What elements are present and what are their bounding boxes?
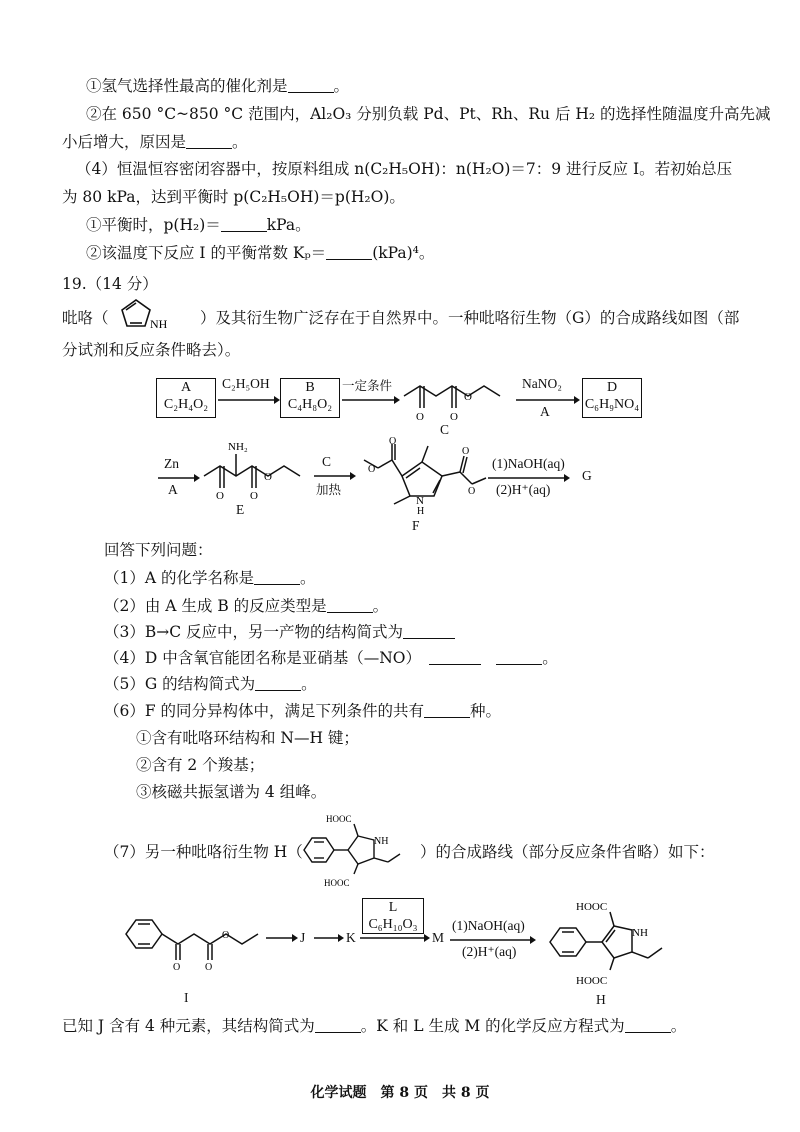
arrow-ab — [216, 396, 280, 406]
label-M: M — [432, 930, 445, 945]
reagent-de-bottom: A — [168, 482, 178, 497]
answer-blank[interactable] — [254, 569, 300, 585]
compound-C-structure — [400, 378, 510, 424]
label-K: K — [346, 930, 356, 945]
answer-blank[interactable] — [424, 702, 470, 718]
q3-sub2-line1: ②在 650 °C~850 °C 范围内，Al₂O₃ 分别负载 Pd、Pt、Rh、Ru 后 H₂ 的选择性随温度升高先减 — [86, 105, 771, 123]
H-inline-nh: NH — [374, 836, 389, 847]
condition-2: ②含有 2 个羧基； — [136, 756, 265, 774]
svg-text:O: O — [205, 962, 213, 973]
arrow-bc — [340, 396, 400, 406]
page-footer: 化学试题 第 8 页 共 8 页 — [310, 1085, 490, 1101]
svg-text:O: O — [468, 486, 476, 497]
svg-text:O: O — [450, 411, 458, 423]
svg-text:O: O — [173, 962, 181, 973]
final-question: 已知 J 含有 4 种元素，其结构简式为 。K 和 L 生成 M 的化学反应方程式为 。 — [62, 1017, 687, 1035]
reagent-cd-top: NaNO₂ — [522, 376, 562, 391]
label-E: E — [236, 502, 245, 517]
reagent-ab: C₂H₅OH — [222, 376, 270, 391]
H-hooc-top: HOOC — [576, 901, 608, 913]
question-5: （5）G 的结构简式为 。 — [104, 675, 317, 693]
H-hooc-bottom: HOOC — [576, 975, 608, 987]
reagent-ef-bottom: 加热 — [316, 483, 342, 497]
answer-blank[interactable] — [625, 1017, 671, 1033]
pyrrole-structure — [112, 296, 192, 332]
question-7-b: ）的合成路线（部分反应条件省略）如下： — [420, 843, 715, 861]
F-h-label: H — [417, 506, 425, 517]
intro-line2: 分试剂和反应条件略去）。 — [62, 341, 241, 359]
question-4: （4）D 中含氧官能团名称是亚硝基（—NO） 。 — [104, 649, 558, 667]
reagent-ef-top: C — [322, 454, 332, 469]
svg-text:O: O — [389, 436, 397, 447]
compound-box-B: B C₄H₈O₂ — [280, 378, 340, 418]
svg-text:O: O — [222, 930, 230, 941]
label-I: I — [184, 990, 189, 1005]
answer-blank[interactable] — [315, 1017, 361, 1033]
reagent-bc: 一定条件 — [342, 379, 393, 393]
label-F: F — [412, 518, 420, 533]
svg-text:O: O — [264, 471, 272, 483]
compound-H-structure — [540, 898, 690, 990]
reagent-de-top: Zn — [164, 456, 179, 471]
question-3: （3）B→C 反应中，另一产物的结构简式为 — [104, 622, 455, 642]
q4-line2: 为 80 kPa，达到平衡时 p(C₂H₅OH)＝p(H₂O)。 — [62, 188, 405, 206]
arrow-jk — [312, 934, 344, 944]
q3-sub2-line2: 小后增大，原因是 。 — [62, 133, 248, 151]
reagent-fg-top: (1)NaOH(aq) — [492, 456, 565, 471]
answer-blank[interactable] — [186, 133, 232, 149]
question-6: （6）F 的同分异构体中，满足下列条件的共有 种。 — [104, 702, 502, 720]
q3-sub1: ①氢气选择性最高的催化剂是 。 — [86, 77, 350, 95]
label-G: G — [582, 468, 592, 483]
H-inline-hooc-top: HOOC — [326, 814, 352, 824]
label-H: H — [596, 992, 606, 1007]
question-1: （1）A 的化学名称是 。 — [104, 569, 316, 587]
answer-blank[interactable] — [496, 649, 542, 665]
condition-1: ①含有吡咯环结构和 N—H 键； — [136, 729, 359, 747]
answer-blank[interactable] — [326, 244, 372, 260]
answer-blank[interactable] — [327, 597, 373, 613]
svg-text:O: O — [464, 391, 472, 403]
q19-heading: 19.（14 分） — [62, 275, 158, 293]
compound-box-A: A C₂H₄O₂ — [156, 378, 216, 418]
q4-sub2: ②该温度下反应 I 的平衡常数 Kₚ＝ (kPa)⁴。 — [86, 244, 435, 262]
answer-blank[interactable] — [255, 675, 301, 691]
svg-text:O: O — [368, 464, 376, 475]
label-C: C — [440, 422, 450, 437]
arrow-ij — [264, 934, 298, 944]
compound-I-structure — [118, 912, 268, 973]
reagent-mh-top: (1)NaOH(aq) — [452, 918, 525, 933]
arrow-de — [156, 474, 200, 484]
pyrrole-nh-label: NH — [150, 317, 168, 331]
q4-sub1: ①平衡时，p(H₂)＝ kPa。 — [86, 216, 311, 234]
answer-prompt: 回答下列问题： — [104, 541, 213, 559]
question-2: （2）由 A 生成 B 的反应类型是 。 — [104, 597, 389, 615]
F-n-label: N — [416, 495, 424, 507]
svg-text:O: O — [416, 411, 424, 423]
compound-box-D: D C₆H₉NO₄ — [582, 378, 642, 418]
answer-blank[interactable] — [403, 623, 455, 639]
answer-blank[interactable] — [429, 649, 481, 665]
E-nh2-label: NH₂ — [228, 441, 248, 453]
svg-text:O: O — [216, 490, 224, 502]
H-nh: NH — [632, 927, 648, 939]
H-inline-hooc-bottom: HOOC — [324, 878, 350, 888]
reagent-fg-bottom: (2)H⁺(aq) — [496, 482, 551, 497]
compound-H-inline-structure — [296, 812, 416, 892]
answer-blank[interactable] — [221, 216, 267, 232]
compound-F-structure — [360, 438, 490, 516]
question-7-a: （7）另一种吡咯衍生物 H（ — [104, 843, 303, 861]
svg-text:O: O — [250, 490, 258, 502]
intro-line1-b: ）及其衍生物广泛存在于自然界中。一种吡咯衍生物（G）的合成路线如图（部 — [200, 309, 740, 327]
reagent-mh-bottom: (2)H⁺(aq) — [462, 944, 517, 959]
reagent-cd-bottom: A — [540, 404, 550, 419]
label-J: J — [300, 930, 306, 945]
condition-3: ③核磁共振氢谱为 4 组峰。 — [136, 783, 327, 801]
q4-line1: （4）恒温恒容密闭容器中，按原料组成 n(C₂H₅OH)：n(H₂O)＝7：9 进行反应 I。若初始总压 — [76, 160, 733, 178]
compound-box-L: L C₆H₁₀O₃ — [362, 898, 424, 934]
svg-text:O: O — [462, 446, 470, 457]
compound-E-structure — [202, 440, 308, 500]
intro-line1-a: 吡咯（ — [62, 309, 109, 327]
arrow-km — [358, 934, 430, 944]
answer-blank[interactable] — [288, 77, 334, 93]
